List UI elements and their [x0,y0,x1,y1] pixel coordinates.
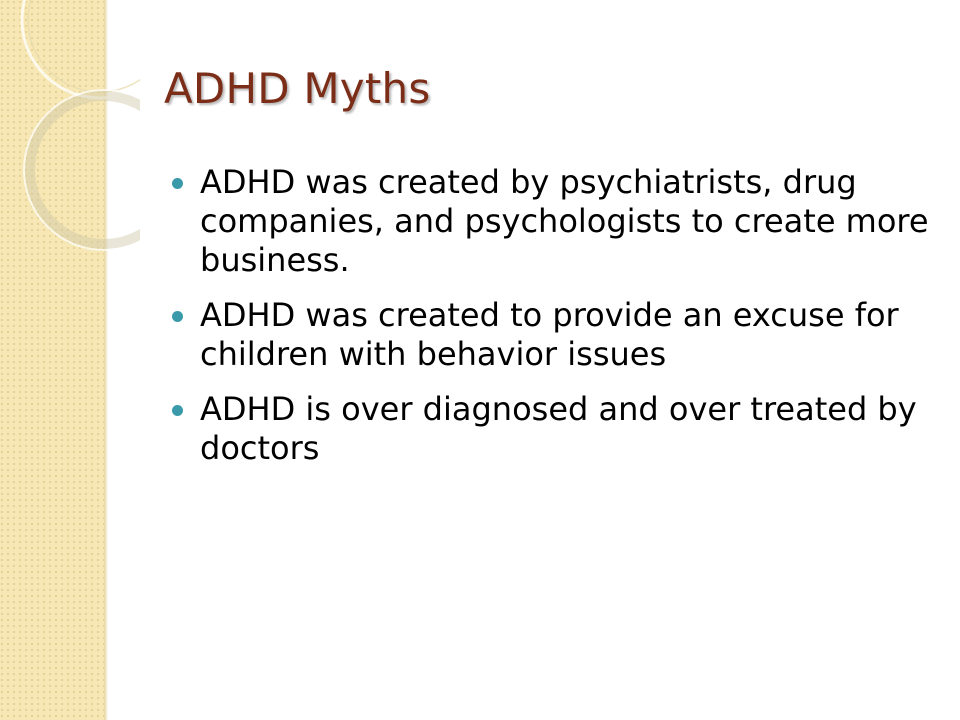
bullet-text: ADHD was created by psychiatrists, drug companies, and psychologists to create more business. [200,163,929,279]
bullet-item [172,390,932,468]
bullet-dot-icon [172,178,183,189]
bullet-text: ADHD is over diagnosed and over treated by doctors [200,390,917,467]
slide-title: ADHD Myths [164,64,431,113]
bullet-item [172,163,932,280]
decorative-rings-icon [0,0,140,260]
bullet-dot-icon [172,311,183,322]
bullet-list [172,163,932,484]
bullet-text: ADHD was created to provide an excuse for children with behavior issues [200,296,899,373]
bullet-dot-icon [172,405,183,416]
bullet-item [172,296,932,374]
